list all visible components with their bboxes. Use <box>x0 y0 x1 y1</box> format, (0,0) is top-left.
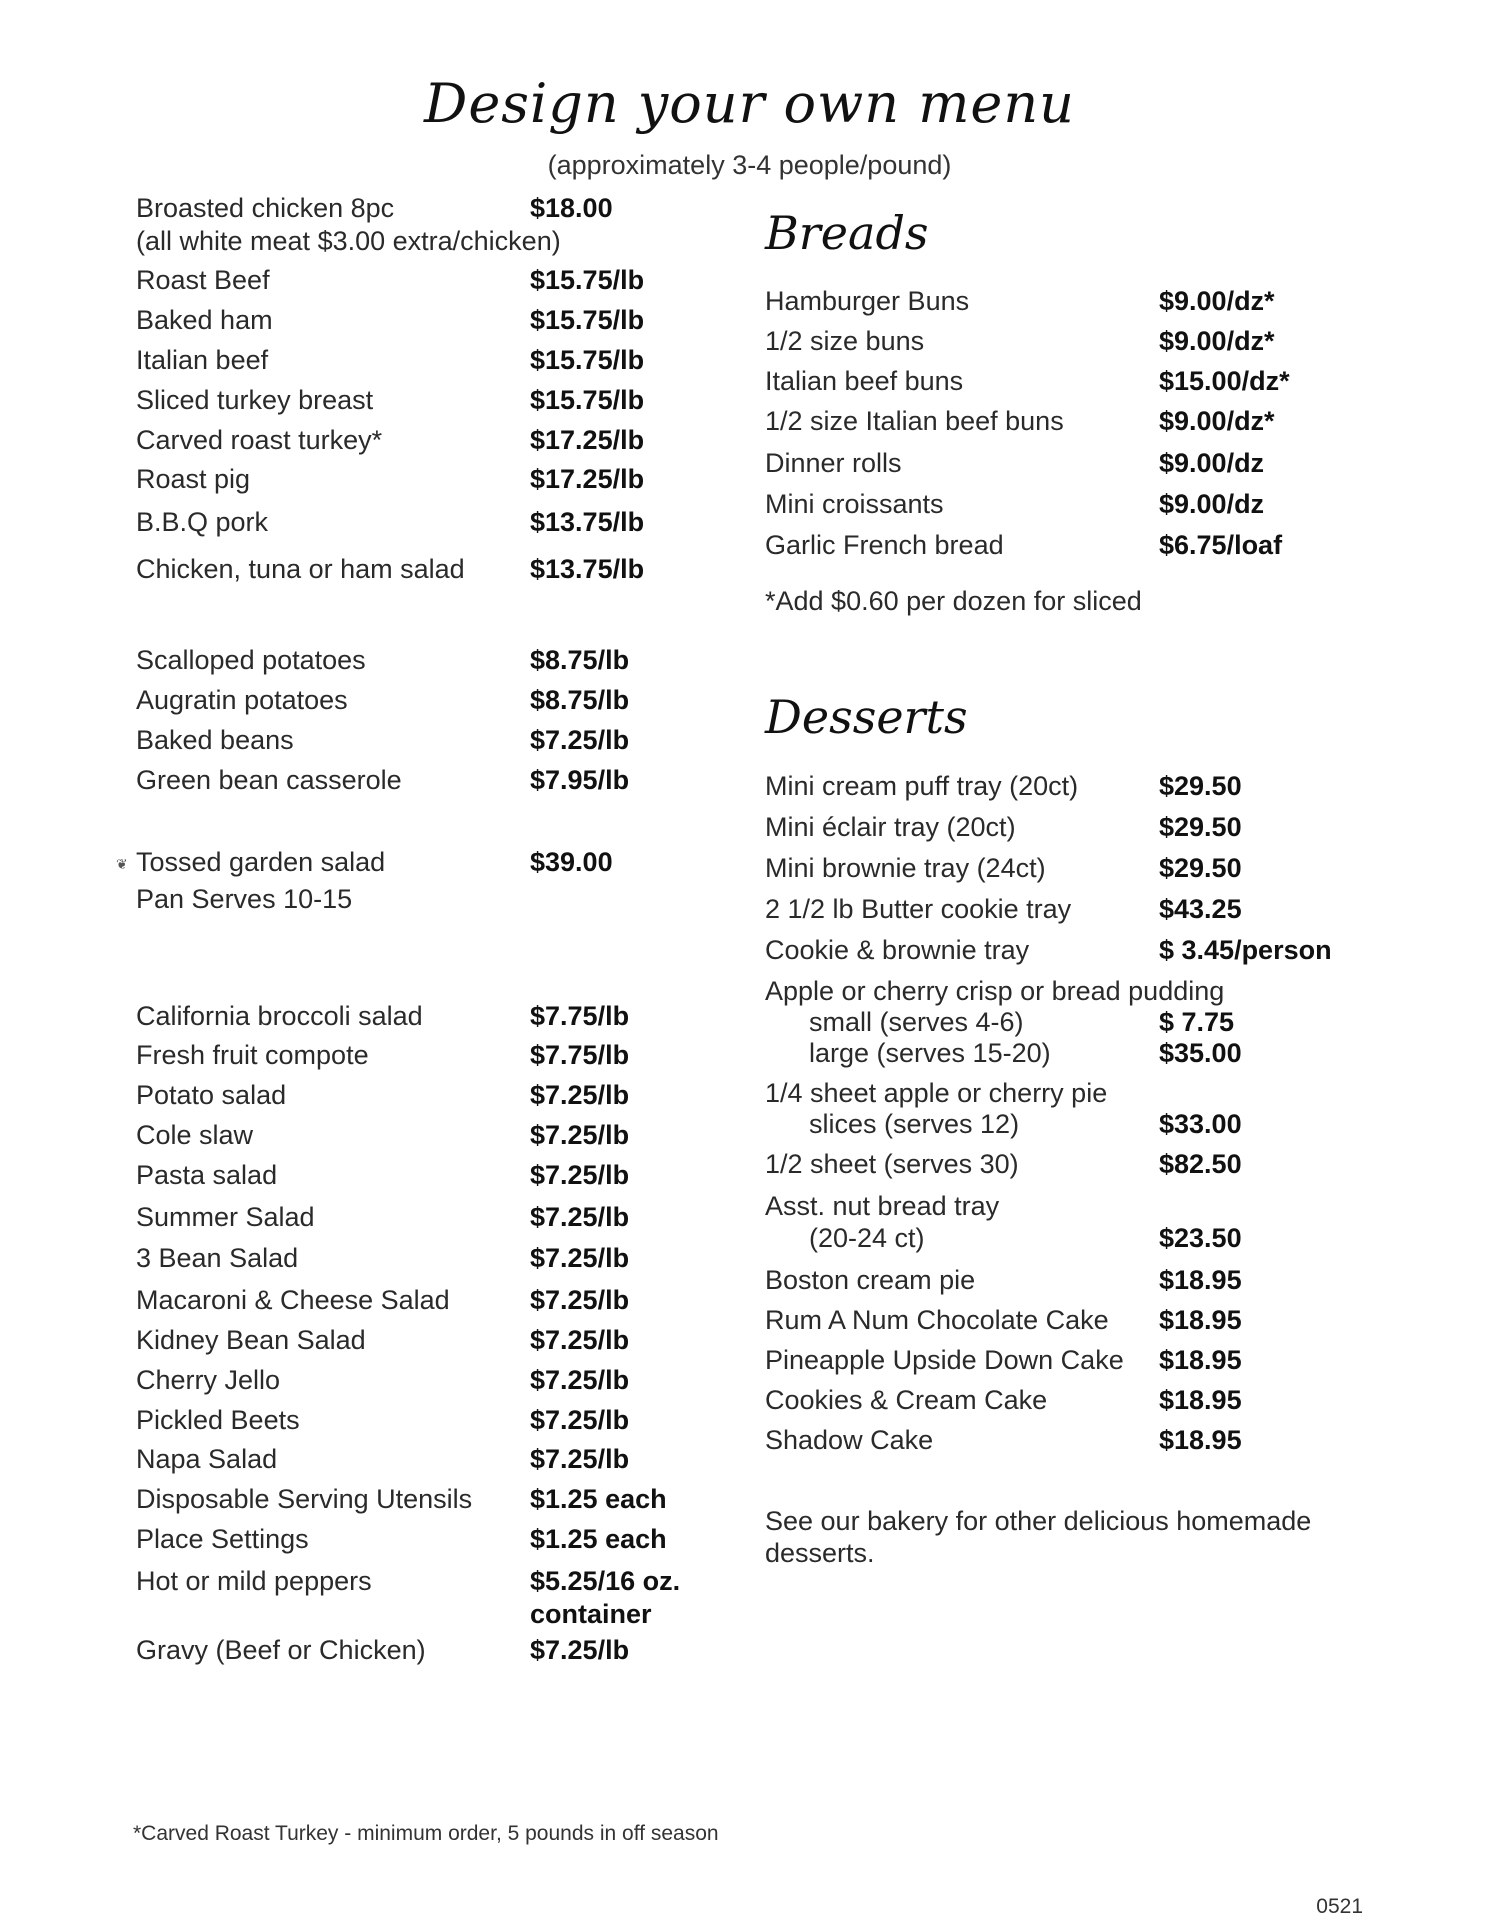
item-option: (20-24 ct) <box>809 1223 925 1253</box>
item-name: Cookie & brownie tray <box>765 935 1030 965</box>
item-name: Roast Beef <box>136 265 270 295</box>
item-name: California broccoli salad <box>136 1001 423 1031</box>
item-name: Roast pig <box>136 464 251 494</box>
item-name: Place Settings <box>136 1524 309 1554</box>
page-title: Design your own menu <box>424 72 1075 135</box>
item-name: Cookies & Cream Cake <box>765 1385 1048 1415</box>
item-price: $8.75/lb <box>530 685 630 715</box>
item-option: large (serves 15-20) <box>809 1038 1051 1068</box>
item-name: 1/4 sheet apple or cherry pie <box>765 1078 1108 1108</box>
item-name: Disposable Serving Utensils <box>136 1484 473 1514</box>
page-subtitle: (approximately 3-4 people/pound) <box>547 150 952 180</box>
item-price: $7.25/lb <box>530 1635 630 1665</box>
item-name: Potato salad <box>136 1080 287 1110</box>
item-name: 1/2 size Italian beef buns <box>765 406 1064 436</box>
item-name: Napa Salad <box>136 1444 278 1474</box>
item-price: $7.75/lb <box>530 1001 630 1031</box>
item-price: $7.25/lb <box>530 1405 630 1435</box>
item-name: Rum A Num Chocolate Cake <box>765 1305 1109 1335</box>
item-price: $82.50 <box>1159 1149 1242 1179</box>
item-price: $43.25 <box>1159 894 1242 924</box>
item-name: Gravy (Beef or Chicken) <box>136 1635 426 1665</box>
item-name: Cherry Jello <box>136 1365 281 1395</box>
item-price: $7.25/lb <box>530 1243 630 1273</box>
item-name: Hamburger Buns <box>765 286 970 316</box>
item-price: $9.00/dz <box>1159 448 1265 478</box>
item-price: container <box>530 1599 652 1629</box>
item-name: 2 1/2 lb Butter cookie tray <box>765 894 1072 924</box>
item-name: Chicken, tuna or ham salad <box>136 554 465 584</box>
item-price: $1.25 each <box>530 1484 667 1514</box>
item-price: $7.75/lb <box>530 1040 630 1070</box>
item-name: Augratin potatoes <box>136 685 348 715</box>
item-price: $8.75/lb <box>530 645 630 675</box>
item-name: Mini brownie tray (24ct) <box>765 853 1046 883</box>
item-name: Tossed garden salad <box>136 847 386 877</box>
item-name: Boston cream pie <box>765 1265 976 1295</box>
item-name: Mini cream puff tray (20ct) <box>765 771 1079 801</box>
item-name: Sliced turkey breast <box>136 385 374 415</box>
desserts-note: See our bakery for other delicious homemade desserts. <box>765 1506 1312 1568</box>
breads-heading: Breads <box>765 206 929 260</box>
item-price: $29.50 <box>1159 771 1242 801</box>
item-price: $13.75/lb <box>530 554 645 584</box>
item-name: Kidney Bean Salad <box>136 1325 366 1355</box>
item-name: Green bean casserole <box>136 765 402 795</box>
item-price: $7.25/lb <box>530 1285 630 1315</box>
item-price: $7.25/lb <box>530 1202 630 1232</box>
item-price: $1.25 each <box>530 1524 667 1554</box>
footnote: *Carved Roast Turkey - minimum order, 5 pounds in off season <box>133 1822 719 1845</box>
item-price: $15.75/lb <box>530 345 645 375</box>
item-name: Mini éclair tray (20ct) <box>765 812 1016 842</box>
item-name: Summer Salad <box>136 1202 315 1232</box>
item-price: $18.95 <box>1159 1425 1242 1455</box>
item-name: Cole slaw <box>136 1120 254 1150</box>
item-price: $15.75/lb <box>530 305 645 335</box>
right-column <box>765 0 1465 1920</box>
item-name: Dinner rolls <box>765 448 902 478</box>
left-column <box>116 0 736 1920</box>
item-name: Hot or mild peppers <box>136 1566 372 1596</box>
item-price: $7.25/lb <box>530 1444 630 1474</box>
item-name: Fresh fruit compote <box>136 1040 369 1070</box>
item-name: Pickled Beets <box>136 1405 300 1435</box>
item-name: Baked beans <box>136 725 294 755</box>
item-name: Pineapple Upside Down Cake <box>765 1345 1124 1375</box>
item-price: $17.25/lb <box>530 425 645 455</box>
item-price: $18.95 <box>1159 1385 1242 1415</box>
item-price: $13.75/lb <box>530 507 645 537</box>
item-name: Asst. nut bread tray <box>765 1191 1000 1221</box>
item-name: Italian beef buns <box>765 366 964 396</box>
item-option: small (serves 4-6) <box>809 1007 1024 1037</box>
item-price: $ 7.75 <box>1159 1007 1235 1037</box>
item-name: Garlic French bread <box>765 530 1004 560</box>
item-name: B.B.Q pork <box>136 507 269 537</box>
item-name: Scalloped potatoes <box>136 645 366 675</box>
item-price: $9.00/dz <box>1159 489 1265 519</box>
item-price: $7.25/lb <box>530 1365 630 1395</box>
item-note: Pan Serves 10-15 <box>136 884 353 914</box>
item-price: $18.00 <box>530 193 613 223</box>
item-price: $17.25/lb <box>530 464 645 494</box>
item-price: $23.50 <box>1159 1223 1242 1253</box>
item-option: slices (serves 12) <box>809 1109 1020 1139</box>
item-price: $15.75/lb <box>530 265 645 295</box>
item-price: $9.00/dz* <box>1159 406 1275 436</box>
item-price: $15.75/lb <box>530 385 645 415</box>
item-price: $7.25/lb <box>530 1325 630 1355</box>
item-name: Pasta salad <box>136 1160 278 1190</box>
item-price: $33.00 <box>1159 1109 1242 1139</box>
item-price: $5.25/16 oz. <box>530 1566 681 1596</box>
item-name: Mini croissants <box>765 489 944 519</box>
item-name: Baked ham <box>136 305 273 335</box>
item-price: $39.00 <box>530 847 613 877</box>
item-price: $18.95 <box>1159 1345 1242 1375</box>
item-price: $9.00/dz* <box>1159 286 1275 316</box>
item-name: Broasted chicken 8pc <box>136 193 395 223</box>
item-price: $29.50 <box>1159 812 1242 842</box>
item-price: $9.00/dz* <box>1159 326 1275 356</box>
item-price: $ 3.45/person <box>1159 935 1332 965</box>
item-name: 3 Bean Salad <box>136 1243 299 1273</box>
document-code: 0521 <box>1316 1895 1363 1918</box>
item-price: $15.00/dz* <box>1159 366 1290 396</box>
item-name: Carved roast turkey* <box>136 425 383 455</box>
item-note: (all white meat $3.00 extra/chicken) <box>136 226 561 256</box>
item-price: $7.25/lb <box>530 1080 630 1110</box>
bullet-icon: ❦ <box>116 856 128 872</box>
item-price: $6.75/loaf <box>1159 530 1283 560</box>
item-price: $7.25/lb <box>530 1160 630 1190</box>
item-price: $35.00 <box>1159 1038 1242 1068</box>
item-price: $18.95 <box>1159 1265 1242 1295</box>
item-name: Italian beef <box>136 345 269 375</box>
item-price: $18.95 <box>1159 1305 1242 1335</box>
desserts-heading: Desserts <box>765 690 968 744</box>
item-price: $7.25/lb <box>530 1120 630 1150</box>
item-name: Shadow Cake <box>765 1425 934 1455</box>
item-name: 1/2 size buns <box>765 326 925 356</box>
item-name: 1/2 sheet (serves 30) <box>765 1149 1019 1179</box>
item-name: Apple or cherry crisp or bread pudding <box>765 976 1225 1006</box>
item-price: $7.95/lb <box>530 765 630 795</box>
item-name: Macaroni & Cheese Salad <box>136 1285 450 1315</box>
item-price: $7.25/lb <box>530 725 630 755</box>
item-price: $29.50 <box>1159 853 1242 883</box>
breads-note: *Add $0.60 per dozen for sliced <box>765 586 1142 616</box>
